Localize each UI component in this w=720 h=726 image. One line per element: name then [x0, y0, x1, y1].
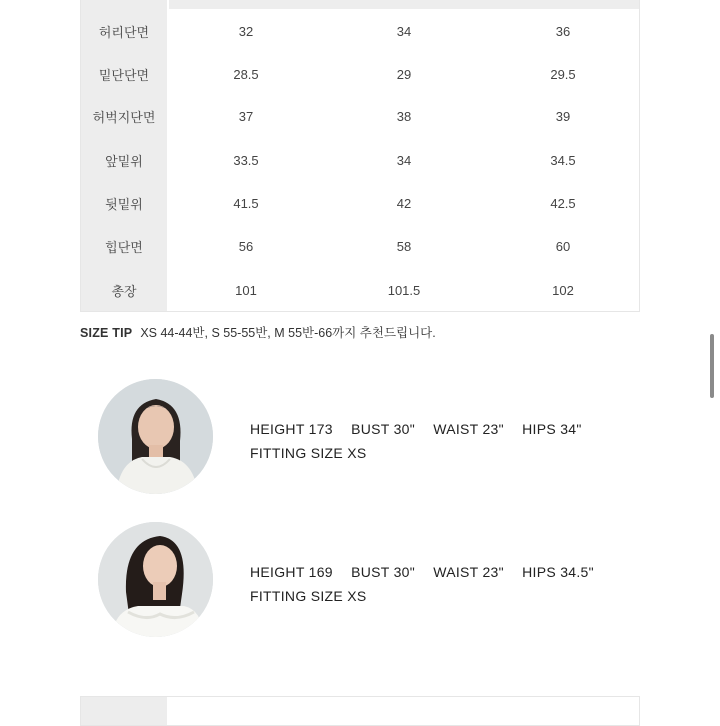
cell-m: 102	[552, 282, 574, 298]
cell-xs: 32	[238, 23, 254, 39]
next-section-label-column	[81, 697, 167, 725]
row-label: 밑단단면	[98, 67, 150, 83]
table-row	[81, 56, 639, 92]
cell-m: 36	[555, 23, 571, 39]
model-fitting-size: FITTING SIZE XS	[250, 588, 367, 604]
cell-s: 29	[396, 66, 412, 82]
model-hips: HIPS 34.5"	[522, 564, 594, 580]
model-waist: WAIST 23"	[433, 421, 504, 437]
model-photo-illustration	[98, 522, 213, 637]
table-row	[81, 13, 639, 49]
model-height: HEIGHT 173	[250, 421, 333, 437]
model-bust: BUST 30"	[351, 421, 416, 437]
row-label: 총장	[111, 283, 137, 299]
table-row	[81, 142, 639, 178]
table-row	[81, 185, 639, 221]
cell-m: 39	[555, 108, 571, 124]
cell-xs: 37	[238, 108, 254, 124]
model-fitting-size: FITTING SIZE XS	[250, 445, 367, 461]
model-photo-illustration	[98, 379, 213, 494]
cell-s: 58	[396, 238, 412, 254]
row-label: 앞밑위	[105, 153, 143, 169]
table-row	[81, 98, 639, 134]
cell-s: 34	[396, 23, 412, 39]
row-label: 힙단면	[105, 239, 143, 255]
scrollbar-thumb[interactable]	[710, 334, 714, 398]
size-tip	[80, 323, 436, 341]
cell-s: 34	[396, 152, 412, 168]
model-card-2	[98, 522, 658, 638]
row-label: 뒷밑위	[105, 196, 143, 212]
cell-m: 42.5	[550, 195, 576, 211]
model-waist: WAIST 23"	[433, 564, 504, 580]
model-photo	[98, 522, 213, 637]
row-label: 허리단면	[98, 24, 150, 40]
cell-m: 60	[555, 238, 571, 254]
size-tip-label: SIZE TIP	[80, 326, 133, 340]
size-tip-text: XS 44-44반, S 55-55반, M 55반-66까지 추천드립니다.	[140, 326, 436, 340]
cell-s: 42	[396, 195, 412, 211]
model-hips: HIPS 34"	[522, 421, 582, 437]
cell-s: 101.5	[387, 282, 421, 298]
model-measurements	[250, 417, 582, 465]
model-bust: BUST 30"	[351, 564, 416, 580]
row-label: 허벅지단면	[92, 109, 156, 125]
cell-xs: 33.5	[233, 152, 259, 168]
table-row	[81, 228, 639, 264]
next-section-box	[80, 696, 640, 726]
table-header-strip	[169, 0, 639, 9]
cell-xs: 56	[238, 238, 254, 254]
cell-m: 34.5	[550, 152, 576, 168]
cell-xs: 28.5	[233, 66, 259, 82]
cell-s: 38	[396, 108, 412, 124]
cell-m: 29.5	[550, 66, 576, 82]
table-row	[81, 272, 639, 308]
model-card-1	[98, 379, 658, 495]
model-photo	[98, 379, 213, 494]
model-measurements	[250, 560, 594, 608]
size-table	[80, 0, 640, 312]
model-height: HEIGHT 169	[250, 564, 333, 580]
cell-xs: 41.5	[233, 195, 259, 211]
cell-xs: 101	[235, 282, 257, 298]
